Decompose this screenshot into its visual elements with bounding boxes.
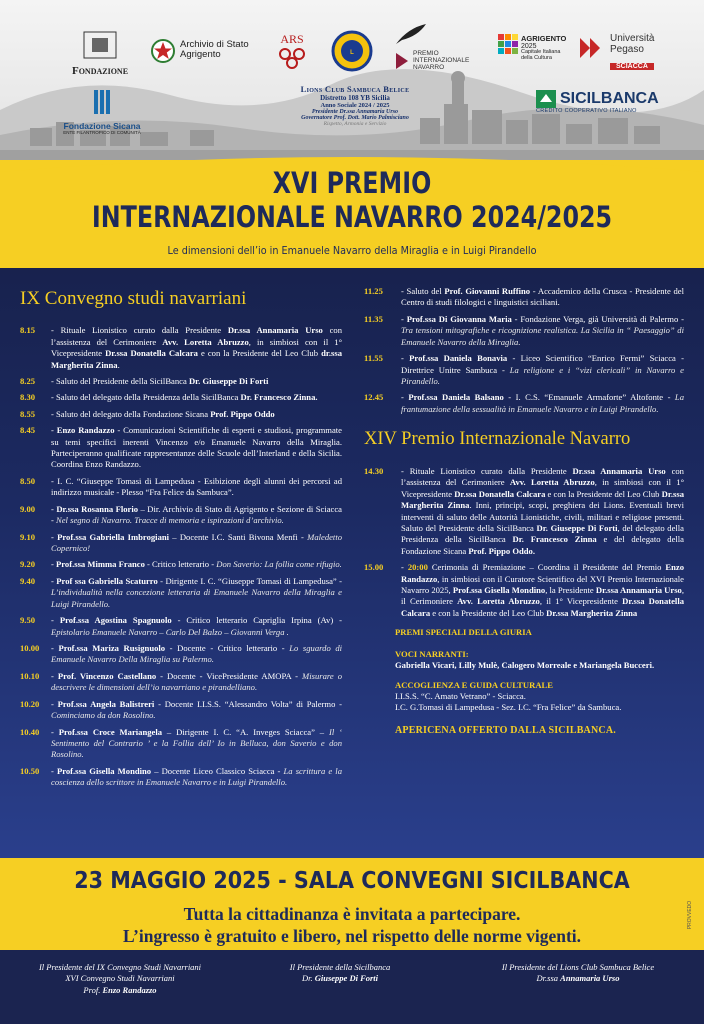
sicilbanca-icon bbox=[536, 90, 556, 108]
premio-label: PREMIO INTERNAZIONALE NAVARRO bbox=[413, 50, 470, 71]
schedule-text: - Dr.ssa Rosanna Florio – Dir. Archivio di Stato di Agrigento e Sezione di Sciacca - Nel segno di Navarro. Tracce di memoria e ispirazioni d’archivio. bbox=[51, 503, 342, 526]
schedule-text: - Saluto del delegato della Presidenza della SicilBanca Dr. Francesco Zinna. bbox=[51, 392, 318, 403]
signature-title: Il Presidente del IX Convegno Studi Navarriani bbox=[38, 962, 202, 972]
schedule-text: - Enzo Randazzo - Comunicazioni Scientifiche di esperti e studiosi, programmate su temi specifici inerenti Vincenzo e/o Emanuele Navarro della Miraglia. Parteciperanno qualificate rappresentanze delle Scuole dell’Interland e della Sicilia. Coordina Enzo Randazzo. bbox=[51, 425, 342, 470]
schedule-time: 10.00 bbox=[20, 642, 40, 653]
sicilbanca-label: SICILBANCA bbox=[560, 90, 659, 107]
ars-triskelion-icon bbox=[278, 47, 306, 69]
morning-item bbox=[364, 353, 684, 387]
schedule-text: - Rituale Lionistico curato dalla Presidente Dr.ssa Annamaria Urso con l’assistenza del Cerimoniere Avv. Loretta Abruzzo, in simbiosi con il 1° Vicepresidente Dr.ssa Donatella Calcara e con la Presidente del Leo Club dr.ssa Margherita Zinna. bbox=[51, 325, 343, 370]
archivio-logo bbox=[150, 38, 260, 64]
fondazione-label: Fondazione bbox=[71, 65, 129, 77]
fondazione-logo bbox=[60, 30, 140, 77]
schedule-text: - 20:00 Cerimonia di Premiazione – Coordina il Presidente del Premio Enzo Randazzo, in simbiosi con il Curatore Scientifico del XVI Premio Internazionale Navarro 2025, Prof.ssa Gisella Mondino, la Presidente Dr.ssa Annamaria Urso, il Cerimoniere Avv. Loretta Abruzzo, il 1° Vicepresidente Dr.ssa Donatella Calcara e con la Presidente del Leo Club Dr.ssa Margherita Zinna bbox=[401, 562, 685, 618]
convegno-item bbox=[20, 727, 342, 761]
lions-president: Presidente Dr.ssa Annamaria Urso bbox=[311, 109, 399, 115]
signature-name bbox=[250, 973, 430, 984]
convegno-item bbox=[20, 425, 342, 471]
premio-mark-icon bbox=[394, 51, 410, 71]
schedule-text: - I. C. “Giuseppe Tomasi di Lampedusa - Esibizione degli alunni dei percorsi ad indirizzo musicale - Plesso “Fra Felice da Sambuca”. bbox=[51, 475, 342, 498]
schedule-time: 8.55 bbox=[20, 408, 36, 419]
unipegaso-label: Università Pegaso bbox=[610, 33, 655, 55]
morning-item bbox=[364, 286, 684, 309]
right-column bbox=[364, 286, 684, 737]
archivio-label: Archivio di Stato Agrigento bbox=[180, 39, 249, 61]
convegno-item bbox=[20, 671, 342, 694]
ars-label: ARS bbox=[280, 32, 304, 46]
apericena-note: APERICENA OFFERTO DALLA SICILBANCA. bbox=[395, 724, 616, 736]
accoglienza-heading: ACCOGLIENZA E GUIDA CULTURALE bbox=[395, 679, 553, 690]
convegno-heading: IX Convegno studi navarriani bbox=[20, 288, 247, 309]
date-band bbox=[0, 858, 704, 950]
event-date-venue: 23 MAGGIO 2025 - SALA CONVEGNI SICILBANCA bbox=[74, 868, 630, 894]
signature-di-forti bbox=[250, 962, 430, 985]
invite-line-2: L’ingresso è gratuito e libero, nel rispetto delle norme vigenti. bbox=[122, 926, 582, 946]
lions-motto: Rispetto, Armonia e Servizio bbox=[323, 121, 387, 127]
signature-title: Il Presidente della Sicilbanca bbox=[289, 962, 391, 972]
sicilbanca-logo bbox=[536, 90, 686, 114]
convegno-item bbox=[20, 325, 342, 371]
agrigento-mosaic-icon bbox=[498, 34, 518, 60]
schedule-text: - Prof.ssa Agostina Spagnuolo - Critico letterario Capriglia Irpina (Av) - Epistolario Emanuele Navarro – Carlo Del Balzo – Giovanni Verga . bbox=[51, 615, 343, 637]
schedule-time: 11.55 bbox=[364, 353, 383, 364]
fondazione-sicana-sub: ENTE FILANTROPICO DI COMUNITÀ bbox=[63, 130, 141, 135]
pegaso-icon bbox=[578, 34, 606, 62]
convegno-item bbox=[20, 409, 342, 420]
lions-logo bbox=[330, 30, 374, 77]
convegno-item bbox=[20, 643, 342, 666]
premi-speciali-heading: PREMI SPECIALI DELLA GIURIA bbox=[395, 627, 532, 638]
premio-schedule bbox=[364, 466, 684, 619]
schedule-time: 8.45 bbox=[20, 425, 36, 436]
unipegaso-logo bbox=[578, 34, 690, 73]
signature-prefix: Prof. bbox=[83, 984, 103, 995]
signature-urso bbox=[460, 962, 696, 985]
premio-item bbox=[364, 466, 684, 557]
schedule-text: - Saluto del Prof. Giovanni Ruffino - Accademico della Crusca - Presidente del Centro di studi filologici e linguistici siciliani. bbox=[401, 286, 684, 308]
schedule-time: 10.50 bbox=[20, 765, 40, 776]
convegno-item bbox=[20, 559, 342, 570]
voci-narranti-heading: VOCI NARRANTI: bbox=[395, 648, 469, 659]
convegno-item bbox=[20, 532, 342, 555]
accoglienza-line-1: I.I.S.S. “C. Amato Vetrano” - Sciacca. bbox=[395, 690, 526, 701]
schedule-text: - Prof.ssa Daniela Balsano - I. C.S. “Emanuele Armaforte” Altofonte - La frantumazione della sessualità in Emanuele Navarro e in Luigi Pirandello. bbox=[401, 392, 684, 414]
fondazione-emblem-icon bbox=[80, 30, 120, 60]
schedule-text: - Prof.ssa Angela Balistreri - Docente I.I.S.S. “Alessandro Volta” di Palermo - Cominciamo da don Rosolino. bbox=[51, 698, 342, 721]
sicilbanca-sub: CREDITO COOPERATIVO ITALIANO bbox=[536, 108, 637, 114]
subtitle: Le dimensioni dell’io in Emanuele Navarro della Miraglia e in Luigi Pirandello bbox=[167, 245, 537, 257]
convegno-item bbox=[20, 504, 342, 527]
schedule-time: 9.20 bbox=[20, 559, 36, 570]
convegno-item bbox=[20, 376, 342, 387]
lions-club-name: Lions Club Sambuca Belice bbox=[300, 84, 410, 94]
signature-person: Annamaria Urso bbox=[560, 973, 620, 984]
lions-governor: Governatore Prof. Dott. Mario Palmisciano bbox=[301, 115, 409, 121]
signature-person: Giuseppe Di Forti bbox=[314, 973, 379, 984]
schedule-text: - Prof.ssa Mimma Franco - Critico letterario - Don Saverio: La follia come rifugio. bbox=[51, 559, 342, 570]
schedule-text: - Prof. Vincenzo Castellano - Docente - VicePresidente AMOPA - Misurare o descrivere le dimensioni dell’io navarriano e pirandelliano. bbox=[51, 670, 343, 693]
convegno-item bbox=[20, 766, 342, 789]
schedule-text: - Prof.ssa Gisella Mondino – Docente Liceo Classico Sciacca - La scrittura e la coscienza dello scrittore in Emanuele Navarro e in Luigi Pirandello. bbox=[51, 765, 342, 788]
title-line-1: XVI PREMIO bbox=[272, 166, 432, 200]
schedule-time: 10.10 bbox=[20, 670, 40, 681]
schedule-text: - Saluto del delegato della Fondazione Sicana Prof. Pippo Oddo bbox=[51, 408, 275, 419]
convegno-item bbox=[20, 699, 342, 722]
agrigento-year: 2025 bbox=[521, 43, 537, 50]
schedule-time: 8.25 bbox=[20, 375, 36, 386]
schedule-text: - Prof.ssa Croce Mariangela – Dirigente I. C. “A. Inveges Sciacca” – Il ‘ Sentimento del Contrario ’ e la Follia dell’ Io in Belluca, don Saverio e don Rosolino. bbox=[51, 726, 342, 760]
fondazione-sicana-logo bbox=[56, 88, 148, 136]
schedule-text: - Saluto del Presidente della SicilBanca Dr. Giuseppe Di Forti bbox=[51, 375, 269, 386]
lions-district: Distretto 108 YB Sicilia bbox=[320, 94, 390, 102]
convegno-schedule bbox=[20, 325, 342, 788]
signature-name bbox=[460, 973, 696, 984]
accoglienza-line-2: I.C. G.Tomasi di Lampedusa - Sez. I.C. “Fra Felice” da Sambuca. bbox=[395, 702, 622, 713]
schedule-text: - Prof.ssa Gabriella Imbrogiani – Docente I.C. Santi Bivona Menfi - Maledetto Copernico! bbox=[51, 531, 342, 554]
schedule-text: - Prof.ssa Daniela Bonavia - Liceo Scientifico “Enrico Fermi” Sciacca - Direttrice Unitre Sambuca - La religione e i “vizi clericali” in Navarro e Pirandello. bbox=[401, 353, 684, 386]
lions-club-block bbox=[270, 84, 440, 127]
signature-title: Il Presidente del Lions Club Sambuca Belice bbox=[501, 962, 655, 972]
ars-logo bbox=[274, 32, 310, 74]
schedule-time: 9.00 bbox=[20, 503, 36, 514]
signature-name bbox=[10, 985, 230, 996]
provv-mark: PROVVEDO bbox=[687, 900, 694, 930]
fondazione-sicana-label: Fondazione Sicana bbox=[63, 121, 141, 131]
agrigento-logo bbox=[498, 34, 578, 62]
schedule-time: 8.15 bbox=[20, 325, 36, 336]
schedule-time: 11.25 bbox=[364, 286, 383, 296]
convegno-item bbox=[20, 476, 342, 499]
morning-schedule bbox=[364, 286, 684, 415]
unipegaso-city: SCIACCA bbox=[610, 63, 654, 70]
schedule-time: 8.30 bbox=[20, 392, 36, 403]
emblem-italy-icon bbox=[150, 38, 176, 64]
premio-item bbox=[364, 562, 684, 619]
special-awards bbox=[395, 627, 684, 714]
signature-prefix: Dr.ssa bbox=[536, 973, 561, 984]
agrigento-sub: Capitale Italiana della Cultura bbox=[521, 49, 561, 61]
schedule-text: - Prof.ssa Di Giovanna Maria - Fondazione Verga, già Università di Palermo - Tra tensioni mitografiche e ricognizione realistica. La Sicilia in “ Paesaggio” di Emanuele Navarro della Miraglia. bbox=[401, 313, 684, 347]
title-line-2: INTERNAZIONALE NAVARRO 2024/2025 bbox=[91, 200, 613, 234]
quill-icon bbox=[394, 22, 428, 46]
schedule-time: 10.20 bbox=[20, 698, 40, 709]
convegno-item bbox=[20, 576, 342, 610]
schedule-time: 14.30 bbox=[364, 465, 384, 476]
voci-narranti-names: Gabriella Vicari, Lilly Mulè, Calogero Morreale e Mariangela Bucceri. bbox=[395, 660, 655, 671]
invite-line-1: Tutta la cittadinanza è invitata a partecipare. bbox=[183, 904, 521, 924]
agrigento-label: AGRIGENTO bbox=[521, 34, 567, 43]
svg-text:L: L bbox=[350, 50, 354, 56]
convegno-item bbox=[20, 392, 342, 403]
lions-emblem-icon bbox=[331, 30, 373, 72]
schedule-time: 9.40 bbox=[20, 575, 36, 586]
schedule-time: 9.50 bbox=[20, 615, 36, 626]
schedule-text: - Prof.ssa Mariza Rusignuolo - Docente - Critico letterario - Lo sguardo di Emanuele Navarro Della Miraglia su Palermo. bbox=[51, 642, 343, 665]
signature-person: Enzo Randazzo bbox=[102, 984, 157, 995]
fondazione-sicana-icon bbox=[92, 88, 112, 116]
schedule-time: 9.10 bbox=[20, 531, 36, 542]
schedule-time: 11.35 bbox=[364, 313, 383, 324]
left-column bbox=[20, 286, 342, 794]
schedule-text: - Prof ssa Gabriella Scaturro - Dirigente I. C. “Giuseppe Tomasi di Lampedusa” - L’individualità nella concezione letteraria di Emanuele Navarro della Miraglia e Luigi Pirandello. bbox=[51, 575, 342, 609]
signature-randazzo bbox=[10, 962, 230, 996]
morning-item bbox=[364, 392, 684, 415]
schedule-text: - Rituale Lionistico curato dalla Presidente Dr.ssa Annamaria Urso con l’assistenza del Cerimoniere Avv. Loretta Abruzzo, in simbiosi con il 1° Vicepresidente Dr.ssa Donatella Calcara e con la Presidente del Leo Club Dr.ssa Margherita Zinna. Inni, principi, scopi, preghiera dei Lions. Eventuali brevi interventi di saluto delle Autorità Lionistiche, civili, militari e religiose presenti. Saluto del Presidente della SicilBanca Dr. Giuseppe Di Forti, del delegato della Presidenza della SicilBanca Dr. Francesco Zinna e del delegato della Fondazione Sicana Prof. Pippo Oddo. bbox=[401, 465, 685, 556]
schedule-time: 8.50 bbox=[20, 475, 36, 486]
signature-subtitle: XVI Convegno Studi Navarriani bbox=[65, 973, 175, 984]
morning-item bbox=[364, 314, 684, 348]
schedule-time: 15.00 bbox=[364, 562, 384, 573]
schedule-time: 10.40 bbox=[20, 726, 40, 737]
lions-year: Anno Sociale 2024 / 2025 bbox=[320, 102, 390, 109]
premio-heading: XIV Premio Internazionale Navarro bbox=[364, 429, 631, 450]
premio-navarro-logo bbox=[394, 22, 474, 71]
signature-prefix: Dr. bbox=[301, 973, 315, 984]
convegno-item bbox=[20, 615, 342, 638]
schedule-time: 12.45 bbox=[364, 392, 384, 403]
